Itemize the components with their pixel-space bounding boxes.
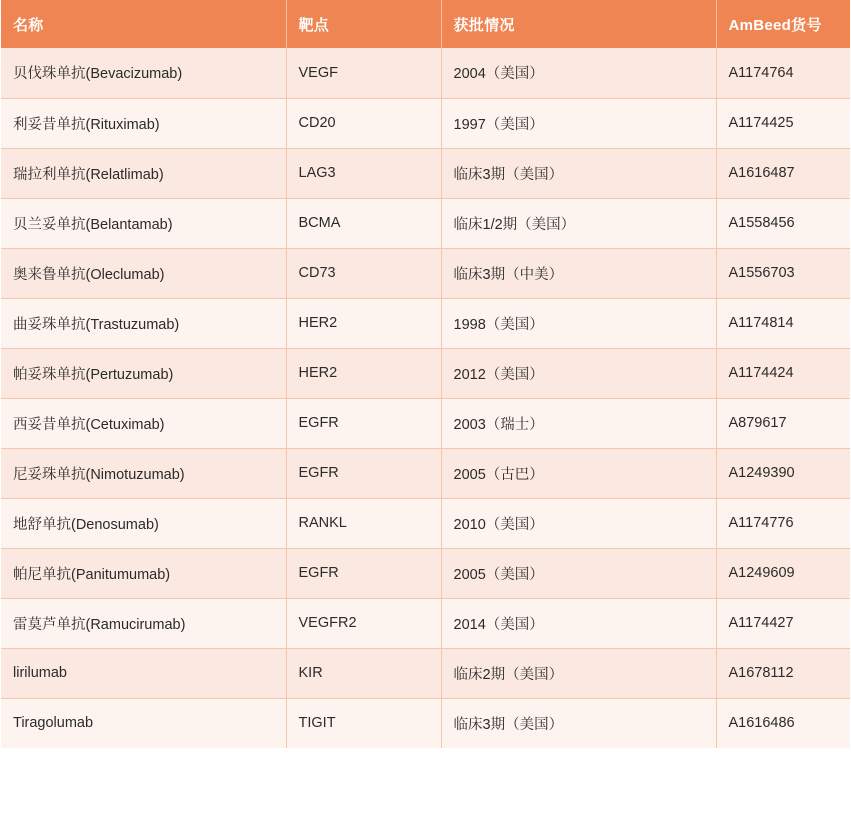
antibody-target-cell: EGFR (286, 448, 441, 498)
table-row (1, 498, 850, 548)
antibody-catalog-cell: A1678112 (716, 648, 850, 698)
antibody-name-cell: 利妥昔单抗(Rituximab) (1, 98, 286, 148)
antibody-approval-cell: 临床2期（美国） (441, 648, 716, 698)
antibody-name-cell: Tiragolumab (1, 698, 286, 748)
antibody-target-cell: RANKL (286, 498, 441, 548)
antibody-name-cell: 贝兰妥单抗(Belantamab) (1, 198, 286, 248)
antibody-catalog-cell: A1174424 (716, 348, 850, 398)
antibody-approval-cell: 2012（美国） (441, 348, 716, 398)
table-row (1, 698, 850, 748)
table-row (1, 148, 850, 198)
antibody-target-cell: LAG3 (286, 148, 441, 198)
antibody-approval-cell: 2005（古巴） (441, 448, 716, 498)
antibody-catalog-cell: A1174427 (716, 598, 850, 648)
table-row (1, 348, 850, 398)
antibody-catalog-cell: A879617 (716, 398, 850, 448)
antibody-approval-cell: 临床1/2期（美国） (441, 198, 716, 248)
table-row (1, 98, 850, 148)
antibody-name-cell: 西妥昔单抗(Cetuximab) (1, 398, 286, 448)
antibody-catalog-cell: A1558456 (716, 198, 850, 248)
table-header (1, 0, 850, 48)
table-row (1, 548, 850, 598)
table-header-row (1, 0, 850, 48)
antibody-target-cell: KIR (286, 648, 441, 698)
column-header-approval: 获批情况 (441, 0, 716, 48)
column-header-name: 名称 (1, 0, 286, 48)
antibody-target-cell: VEGFR2 (286, 598, 441, 648)
antibody-catalog-cell: A1174425 (716, 98, 850, 148)
antibody-approval-cell: 1997（美国） (441, 98, 716, 148)
table-row (1, 198, 850, 248)
antibody-name-cell: 曲妥珠单抗(Trastuzumab) (1, 298, 286, 348)
table-row (1, 48, 850, 98)
antibody-catalog-cell: A1249609 (716, 548, 850, 598)
antibody-catalog-cell: A1616487 (716, 148, 850, 198)
antibody-approval-cell: 1998（美国） (441, 298, 716, 348)
antibody-catalog-cell: A1174814 (716, 298, 850, 348)
antibody-name-cell: 奥来鲁单抗(Oleclumab) (1, 248, 286, 298)
table-row (1, 248, 850, 298)
antibody-target-cell: HER2 (286, 348, 441, 398)
antibody-catalog-cell: A1174776 (716, 498, 850, 548)
antibody-approval-cell: 2003（瑞士） (441, 398, 716, 448)
antibody-name-cell: 地舒单抗(Denosumab) (1, 498, 286, 548)
antibody-approval-cell: 2005（美国） (441, 548, 716, 598)
antibody-name-cell: 瑞拉利单抗(Relatlimab) (1, 148, 286, 198)
antibody-target-cell: TIGIT (286, 698, 441, 748)
antibody-target-cell: EGFR (286, 548, 441, 598)
table-row (1, 648, 850, 698)
antibody-name-cell: 雷莫芦单抗(Ramucirumab) (1, 598, 286, 648)
antibody-target-cell: BCMA (286, 198, 441, 248)
antibody-name-cell: 帕尼单抗(Panitumumab) (1, 548, 286, 598)
antibody-catalog-cell: A1249390 (716, 448, 850, 498)
antibody-approval-cell: 2014（美国） (441, 598, 716, 648)
table-row (1, 598, 850, 648)
antibody-table (1, 0, 850, 748)
column-header-target: 靶点 (286, 0, 441, 48)
table-row (1, 398, 850, 448)
antibody-approval-cell: 临床3期（美国） (441, 148, 716, 198)
antibody-catalog-cell: A1556703 (716, 248, 850, 298)
antibody-approval-cell: 临床3期（美国） (441, 698, 716, 748)
antibody-catalog-cell: A1174764 (716, 48, 850, 98)
antibody-target-cell: HER2 (286, 298, 441, 348)
antibody-target-cell: CD73 (286, 248, 441, 298)
antibody-catalog-cell: A1616486 (716, 698, 850, 748)
antibody-name-cell: 尼妥珠单抗(Nimotuzumab) (1, 448, 286, 498)
column-header-catalog: AmBeed货号 (716, 0, 850, 48)
antibody-approval-cell: 临床3期（中美） (441, 248, 716, 298)
antibody-name-cell: 贝伐珠单抗(Bevacizumab) (1, 48, 286, 98)
table-row (1, 448, 850, 498)
antibody-target-cell: VEGF (286, 48, 441, 98)
antibody-name-cell: lirilumab (1, 648, 286, 698)
antibody-name-cell: 帕妥珠单抗(Pertuzumab) (1, 348, 286, 398)
antibody-target-cell: CD20 (286, 98, 441, 148)
antibody-approval-cell: 2010（美国） (441, 498, 716, 548)
antibody-target-cell: EGFR (286, 398, 441, 448)
antibody-approval-cell: 2004（美国） (441, 48, 716, 98)
table-row (1, 298, 850, 348)
table-body (1, 48, 850, 748)
